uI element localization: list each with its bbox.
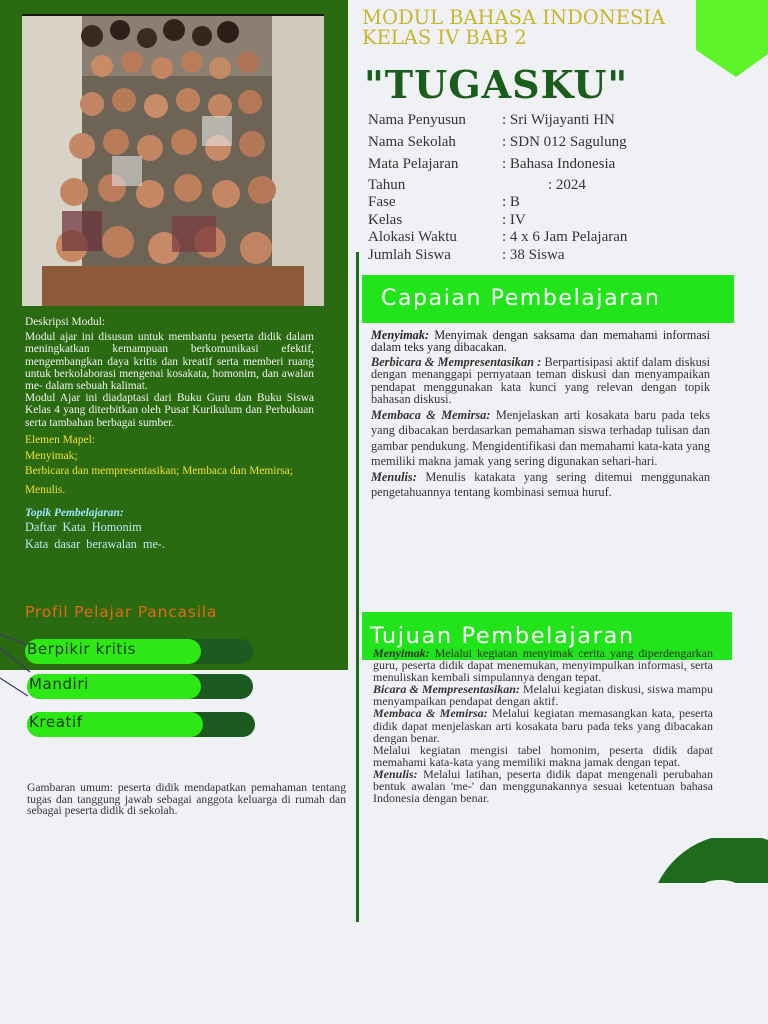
capaian-item: Membaca & Memirsa: Menjelaskan arti kosakata baru pada teks yang dibacakan berdasarkan pemahaman siswa terhadap tulisan dan gambar pendukung. Mengidentifikasi dan memahami kata-kata yang memiliki makna jamak yang sering digunakan sehari-hari. bbox=[371, 407, 710, 469]
main-title: "TUGASKU" bbox=[364, 62, 629, 107]
tujuan-item: Melalui kegiatan mengisi tabel homonim, peserta didik dapat memahami kata-kata yang memiliki makna jamak dengan tepat. bbox=[373, 742, 713, 769]
capaian-content bbox=[371, 330, 710, 501]
capaian-item: Berbicara & Mempresentasikan : Berpartisipasi aktif dalam diskusi dengan menanggapi pernyataan teman diskusi dan menyampaikan pendapat menggunakan kata kunci yang relevan dengan topik bahasan diskusi. bbox=[371, 355, 710, 407]
corner-decoration bbox=[696, 0, 768, 78]
gambaran-umum: Gambaran umum: peserta didik mendapatkan pemahaman tentang tugas dan tanggung jawab sebagai anggota keluarga di rumah dan sebagai peserta didik di sekolah. bbox=[27, 781, 346, 818]
capaian-item: Menyimak: Menyimak dengan saksama dan memahami informasi dalam teks yang dibacakan. bbox=[371, 328, 710, 354]
deskripsi-paragraph-2: Modul Ajar ini diadaptasi dari Buku Guru dan Buku Siswa Kelas 4 yang diterbitkan oleh Pusat Kurikulum dan Perbukuan serta tambahan berbagai sumber. bbox=[25, 392, 314, 429]
topik-label: Topik Pembelajaran: bbox=[25, 506, 124, 519]
topik-item: Kata dasar berawalan me-. bbox=[25, 537, 166, 552]
profil-item-label: Mandiri bbox=[29, 675, 89, 693]
tujuan-item: Bicara & Mempresentasikan: Melalui kegiatan diskusi, siswa mampu menyampaikan pendapat dengan aktif. bbox=[373, 682, 714, 709]
tujuan-item: Membaca & Memirsa: Melalui kegiatan memasangkan kata, peserta didik dapat menjelaskan arti kosakata baru pada teks yang dibacakan dengan benar. bbox=[373, 706, 713, 745]
vertical-divider bbox=[356, 252, 359, 922]
elemen-item: Berbicara dan mempresentasikan; Membaca dan Memirsa; bbox=[25, 465, 293, 478]
topik-item: Daftar Kata Homonim bbox=[25, 519, 142, 534]
tujuan-item: Menyimak: Melalui kegiatan menyimak cerita yang diperdengarkan guru, peserta didik dapat menemukan, menyimpulkan informasi, serta menuliskan kembali simpulannya dengan tepat. bbox=[373, 646, 713, 685]
profil-item-label: Kreatif bbox=[29, 713, 83, 731]
tujuan-heading: Tujuan Pembelajaran bbox=[370, 623, 635, 649]
capaian-item: Menulis: Menulis katakata yang sering ditemui menggunakan pengetahuannya tentang kombinasi semua huruf. bbox=[371, 469, 710, 500]
left-panel bbox=[0, 0, 348, 670]
elemen-label: Elemen Mapel: bbox=[25, 433, 95, 446]
deskripsi-paragraph-1: Modul ajar ini disusun untuk membantu peserta didik dalam meningkatkan kemampuan berkomunikasi efektif, mengembangkan daya kritis dan kreatif serta memberi ruang untuk berkolaborasi mengenai kosakata, homonim, dan awalan me- dalam sebuah kalimat. bbox=[25, 331, 314, 393]
header-line-1: MODUL BAHASA INDONESIA bbox=[362, 6, 666, 29]
deskripsi-label: Deskripsi Modul: bbox=[25, 316, 106, 328]
elemen-section bbox=[25, 434, 314, 497]
capaian-heading-box bbox=[362, 275, 734, 323]
profil-title: Profil Pelajar Pancasila bbox=[25, 603, 218, 621]
capaian-heading: Capaian Pembelajaran bbox=[381, 286, 661, 311]
elemen-item: Menulis. bbox=[25, 484, 66, 497]
elemen-item: Menyimak; bbox=[25, 450, 78, 463]
header-line-2: KELAS IV BAB 2 bbox=[362, 26, 527, 49]
arc-decoration bbox=[656, 838, 768, 884]
class-photo bbox=[22, 14, 324, 306]
students-photo-image bbox=[22, 16, 324, 306]
module-header bbox=[362, 8, 665, 48]
tujuan-item: Menulis: Melalui latihan, peserta didik dapat mengenali perubahan bentuk awalan 'me-' dan menggunakannya sesuai ketentuan bahasa Indonesia dengan benar. bbox=[373, 766, 713, 806]
deskripsi-section bbox=[25, 316, 314, 550]
tujuan-content bbox=[373, 647, 713, 804]
profil-item-label: Berpikir kritis bbox=[27, 640, 137, 658]
